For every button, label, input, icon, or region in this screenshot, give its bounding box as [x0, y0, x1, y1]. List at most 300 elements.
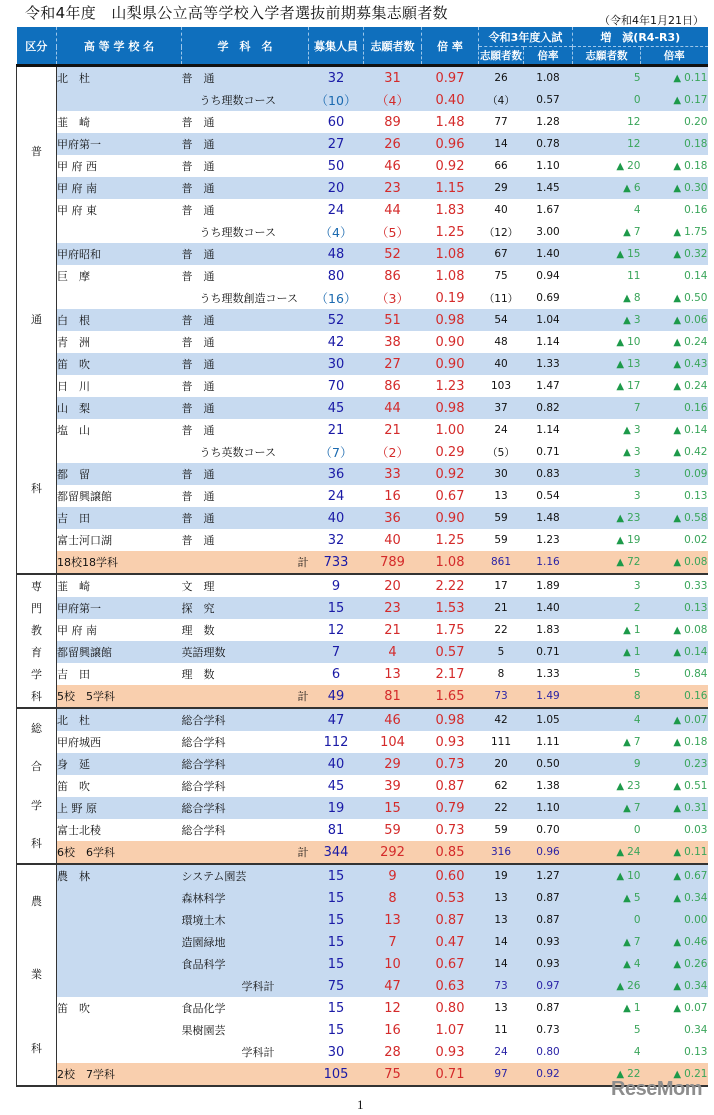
- prev-applicants: 77: [479, 111, 524, 133]
- applicants: 29: [364, 753, 422, 775]
- applicants: 33: [364, 463, 422, 485]
- triangle-decrease-icon: ▲: [623, 315, 631, 326]
- change-ratio-value: 0.14: [684, 424, 708, 436]
- category-char: 門: [31, 601, 42, 615]
- capacity: （4）: [309, 221, 364, 243]
- applicants: 23: [364, 597, 422, 619]
- table-row: [17, 485, 708, 507]
- triangle-decrease-icon: ▲: [623, 447, 631, 458]
- triangle-decrease-icon: ▲: [623, 1003, 631, 1014]
- prev-applicants: 62: [479, 775, 524, 797]
- applicants: 8: [364, 887, 422, 909]
- change-ratio: [641, 731, 708, 753]
- applicants: 36: [364, 507, 422, 529]
- category-char: 科: [31, 689, 42, 703]
- ratio: 1.15: [422, 177, 479, 199]
- header-school: 高 等 学 校 名: [57, 27, 182, 66]
- change-applicants-value: 9: [633, 758, 641, 770]
- ratio: 0.67: [422, 485, 479, 507]
- school-name: 笛 吹: [57, 997, 182, 1019]
- change-applicants-value: 8: [633, 292, 641, 304]
- department-name: 普 通: [182, 66, 309, 90]
- change-applicants-value: 19: [627, 534, 641, 546]
- change-applicants: [573, 66, 641, 90]
- department-name: 総合学科: [182, 753, 309, 775]
- triangle-decrease-icon: ▲: [616, 161, 625, 172]
- department-name: 総合学科: [182, 819, 309, 841]
- ratio: 0.93: [422, 1041, 479, 1063]
- change-applicants-value: 1: [633, 646, 641, 658]
- school-name: 韮 崎: [57, 111, 182, 133]
- change-ratio-value: 0.26: [684, 958, 708, 970]
- change-applicants-value: 0: [633, 824, 641, 836]
- department-name: うち理数創造コース: [182, 287, 309, 309]
- table-row: [17, 574, 708, 597]
- header-prev-ratio: 倍率: [524, 47, 573, 66]
- change-ratio-value: 0.14: [684, 270, 708, 282]
- prev-ratio: 1.67: [524, 199, 573, 221]
- school-name: 農 林: [57, 864, 182, 887]
- school-name: 韮 崎: [57, 574, 182, 597]
- department-name: 総合学科: [182, 708, 309, 731]
- prev-applicants: 14: [479, 931, 524, 953]
- change-ratio-value: 0.06: [684, 314, 708, 326]
- applicants: 27: [364, 353, 422, 375]
- change-ratio: [641, 419, 708, 441]
- prev-applicants: 67: [479, 243, 524, 265]
- capacity: 9: [309, 574, 364, 597]
- change-ratio-value: 0.23: [684, 758, 708, 770]
- applicants: 16: [364, 485, 422, 507]
- triangle-decrease-icon: ▲: [623, 625, 631, 636]
- category-char: 普: [31, 144, 42, 158]
- change-applicants-value: 10: [627, 336, 641, 348]
- table-row: [17, 708, 708, 731]
- ratio: 1.48: [422, 111, 479, 133]
- applicants: 28: [364, 1041, 422, 1063]
- capacity: 48: [309, 243, 364, 265]
- triangle-decrease-icon: ▲: [623, 937, 631, 948]
- capacity: 60: [309, 111, 364, 133]
- total-change-ratio: [641, 841, 708, 864]
- ratio: 0.90: [422, 331, 479, 353]
- change-applicants: [573, 753, 641, 775]
- prev-applicants: 103: [479, 375, 524, 397]
- department-name: 普 通: [182, 111, 309, 133]
- department-name: 果樹園芸: [182, 1019, 309, 1041]
- total-prev-applicants: 316: [479, 841, 524, 864]
- change-ratio: [641, 997, 708, 1019]
- table-row: [17, 331, 708, 353]
- applicants: （5）: [364, 221, 422, 243]
- triangle-decrease-icon: ▲: [673, 557, 682, 568]
- applicants: 86: [364, 375, 422, 397]
- applicants: 104: [364, 731, 422, 753]
- capacity: 50: [309, 155, 364, 177]
- change-ratio: [641, 708, 708, 731]
- header-change: 増 減(R4-R3): [573, 27, 708, 47]
- triangle-decrease-icon: ▲: [623, 227, 631, 238]
- applicants: 21: [364, 419, 422, 441]
- prev-ratio: 1.48: [524, 507, 573, 529]
- prev-ratio: 0.80: [524, 1041, 573, 1063]
- ratio: 0.87: [422, 775, 479, 797]
- applicants-table: [16, 27, 708, 1087]
- triangle-decrease-icon: ▲: [616, 337, 625, 348]
- change-ratio-value: 0.50: [684, 292, 708, 304]
- triangle-decrease-icon: ▲: [616, 513, 625, 524]
- applicants: 23: [364, 177, 422, 199]
- change-ratio: [641, 463, 708, 485]
- ratio: 0.92: [422, 463, 479, 485]
- triangle-decrease-icon: ▲: [673, 781, 682, 792]
- prev-ratio: 0.87: [524, 909, 573, 931]
- department-name: システム園芸: [182, 864, 309, 887]
- change-applicants-value: 1: [633, 624, 641, 636]
- prev-applicants: 13: [479, 909, 524, 931]
- table-header: [17, 27, 708, 66]
- total-capacity: 105: [309, 1063, 364, 1086]
- total-row: [17, 551, 708, 574]
- change-applicants: [573, 1019, 641, 1041]
- total-ratio: 0.85: [422, 841, 479, 864]
- change-ratio: [641, 775, 708, 797]
- change-applicants-value: 17: [627, 380, 641, 392]
- prev-applicants: 17: [479, 574, 524, 597]
- ratio: 0.63: [422, 975, 479, 997]
- prev-applicants: 30: [479, 463, 524, 485]
- triangle-decrease-icon: ▲: [673, 161, 682, 172]
- change-applicants-value: 7: [633, 736, 641, 748]
- ratio: 0.73: [422, 753, 479, 775]
- change-ratio-value: 0.07: [684, 1002, 708, 1014]
- change-applicants-value: 7: [633, 936, 641, 948]
- applicants: 20: [364, 574, 422, 597]
- change-ratio: [641, 1019, 708, 1041]
- category-char: 専: [31, 579, 42, 593]
- applicants: （4）: [364, 89, 422, 111]
- change-applicants-value: 6: [633, 182, 641, 194]
- school-name: [57, 931, 182, 953]
- change-applicants: [573, 931, 641, 953]
- change-ratio-value: 0.31: [684, 802, 708, 814]
- total-prev-applicants: 73: [479, 685, 524, 708]
- ratio: 0.29: [422, 441, 479, 463]
- capacity: 15: [309, 909, 364, 931]
- capacity: 20: [309, 177, 364, 199]
- prev-ratio: 1.27: [524, 864, 573, 887]
- table-row: [17, 619, 708, 641]
- triangle-decrease-icon: ▲: [616, 535, 625, 546]
- total-prev-ratio: 0.92: [524, 1063, 573, 1086]
- category-char: 学: [31, 667, 42, 681]
- prev-ratio: 1.47: [524, 375, 573, 397]
- applicants: 13: [364, 909, 422, 931]
- prev-applicants: 14: [479, 953, 524, 975]
- change-applicants-value: 7: [633, 402, 641, 414]
- capacity: 45: [309, 397, 364, 419]
- page-number: 1: [357, 1097, 364, 1112]
- capacity: 27: [309, 133, 364, 155]
- prev-applicants: 13: [479, 997, 524, 1019]
- change-applicants: [573, 397, 641, 419]
- prev-ratio: 0.71: [524, 641, 573, 663]
- table-row: [17, 419, 708, 441]
- change-ratio: [641, 441, 708, 463]
- change-ratio: [641, 353, 708, 375]
- applicants: 31: [364, 66, 422, 90]
- table-row: [17, 89, 708, 111]
- department-name: 普 通: [182, 243, 309, 265]
- change-applicants-value: 7: [633, 802, 641, 814]
- department-name: 普 通: [182, 485, 309, 507]
- change-applicants-value: 4: [633, 714, 641, 726]
- change-applicants: [573, 619, 641, 641]
- capacity: 75: [309, 975, 364, 997]
- prev-applicants: 20: [479, 753, 524, 775]
- department-name: 理 数: [182, 663, 309, 685]
- prev-ratio: 1.89: [524, 574, 573, 597]
- change-applicants: [573, 1041, 641, 1063]
- applicants: 44: [364, 199, 422, 221]
- department-name: 普 通: [182, 419, 309, 441]
- section-1: [17, 574, 708, 708]
- applicants: 38: [364, 331, 422, 353]
- change-applicants: [573, 155, 641, 177]
- change-ratio-value: 0.58: [684, 512, 708, 524]
- change-ratio-value: 0.16: [684, 204, 708, 216]
- department-name: 普 通: [182, 529, 309, 551]
- total-prev-ratio: 1.49: [524, 685, 573, 708]
- section-2: [17, 708, 708, 864]
- total-ratio: 1.65: [422, 685, 479, 708]
- table-row: [17, 887, 708, 909]
- department-name: 文 理: [182, 574, 309, 597]
- department-name: 探 究: [182, 597, 309, 619]
- change-ratio: [641, 975, 708, 997]
- applicants: 44: [364, 397, 422, 419]
- change-applicants: [573, 221, 641, 243]
- prev-ratio: 1.83: [524, 619, 573, 641]
- resemom-logo: ReseMom: [611, 1078, 702, 1100]
- triangle-decrease-icon: ▲: [623, 737, 631, 748]
- prev-applicants: 40: [479, 353, 524, 375]
- prev-ratio: 0.71: [524, 441, 573, 463]
- total-kei-label: [182, 1063, 309, 1086]
- table-row: [17, 507, 708, 529]
- total-change-ratio-value: 0.16: [684, 690, 708, 702]
- ratio: 0.67: [422, 953, 479, 975]
- change-ratio-value: 0.51: [684, 780, 708, 792]
- triangle-decrease-icon: ▲: [673, 73, 682, 84]
- prev-ratio: 1.05: [524, 708, 573, 731]
- change-ratio-value: 0.32: [684, 248, 708, 260]
- change-applicants: [573, 485, 641, 507]
- prev-ratio: 1.23: [524, 529, 573, 551]
- triangle-decrease-icon: ▲: [623, 893, 631, 904]
- category-char: 業: [31, 968, 42, 982]
- prev-applicants: 14: [479, 133, 524, 155]
- capacity: 24: [309, 485, 364, 507]
- school-name: 青 洲: [57, 331, 182, 353]
- capacity: （10）: [309, 89, 364, 111]
- prev-ratio: 1.45: [524, 177, 573, 199]
- ratio: 0.73: [422, 819, 479, 841]
- department-name: うち理数コース: [182, 221, 309, 243]
- change-ratio: [641, 155, 708, 177]
- prev-ratio: 0.78: [524, 133, 573, 155]
- change-ratio: [641, 619, 708, 641]
- total-change-applicants-value: 8: [633, 690, 641, 702]
- total-prev-ratio: 0.96: [524, 841, 573, 864]
- prev-ratio: 1.28: [524, 111, 573, 133]
- total-change-applicants: [573, 685, 641, 708]
- ratio: 0.19: [422, 287, 479, 309]
- change-applicants: [573, 265, 641, 287]
- change-ratio: [641, 663, 708, 685]
- table-row: [17, 953, 708, 975]
- change-ratio: [641, 287, 708, 309]
- ratio: 1.75: [422, 619, 479, 641]
- capacity: 12: [309, 619, 364, 641]
- department-name: 総合学科: [182, 797, 309, 819]
- triangle-decrease-icon: ▲: [673, 647, 682, 658]
- capacity: 15: [309, 931, 364, 953]
- prev-applicants: 19: [479, 864, 524, 887]
- table-row: [17, 199, 708, 221]
- applicants: 46: [364, 708, 422, 731]
- prev-applicants: 24: [479, 419, 524, 441]
- ratio: 1.08: [422, 243, 479, 265]
- ratio: 0.97: [422, 66, 479, 90]
- department-name: 総合学科: [182, 731, 309, 753]
- change-ratio-value: 0.84: [684, 668, 708, 680]
- prev-applicants: 59: [479, 819, 524, 841]
- total-change-ratio-value: 0.21: [684, 1068, 708, 1080]
- ratio: 0.79: [422, 797, 479, 819]
- school-name: 身 延: [57, 753, 182, 775]
- change-applicants: [573, 243, 641, 265]
- triangle-decrease-icon: ▲: [673, 447, 682, 458]
- change-ratio: [641, 507, 708, 529]
- category-char: 学: [31, 798, 42, 812]
- capacity: 21: [309, 419, 364, 441]
- total-change-ratio: [641, 551, 708, 574]
- prev-applicants: 11: [479, 1019, 524, 1041]
- category-char: 農: [31, 895, 42, 909]
- change-ratio: [641, 574, 708, 597]
- prev-ratio: 1.08: [524, 66, 573, 90]
- school-name: 甲 府 西: [57, 155, 182, 177]
- department-name: 普 通: [182, 265, 309, 287]
- total-change-applicants-value: 24: [627, 846, 641, 858]
- change-ratio: [641, 89, 708, 111]
- prev-applicants: 54: [479, 309, 524, 331]
- prev-ratio: 1.10: [524, 155, 573, 177]
- header-change-ratio: 倍率: [641, 47, 708, 66]
- change-ratio-value: 0.13: [684, 602, 708, 614]
- school-name: [57, 287, 182, 309]
- prev-applicants: 22: [479, 797, 524, 819]
- school-name: [57, 887, 182, 909]
- prev-applicants: 66: [479, 155, 524, 177]
- department-name: 普 通: [182, 177, 309, 199]
- total-row: [17, 685, 708, 708]
- change-ratio: [641, 1041, 708, 1063]
- prev-ratio: 1.40: [524, 597, 573, 619]
- category-char: 科: [31, 482, 42, 496]
- change-applicants: [573, 419, 641, 441]
- ratio: 1.25: [422, 221, 479, 243]
- school-name: 吉 田: [57, 507, 182, 529]
- change-applicants: [573, 177, 641, 199]
- school-name: 甲府第一: [57, 597, 182, 619]
- change-ratio: [641, 243, 708, 265]
- prev-applicants: 73: [479, 975, 524, 997]
- change-applicants: [573, 133, 641, 155]
- applicants: 86: [364, 265, 422, 287]
- department-name: うち理数コース: [182, 89, 309, 111]
- triangle-decrease-icon: ▲: [673, 183, 682, 194]
- prev-ratio: 1.33: [524, 663, 573, 685]
- table-row: [17, 1041, 708, 1063]
- triangle-decrease-icon: ▲: [623, 959, 631, 970]
- category-char: 科: [31, 1041, 42, 1055]
- ratio: 2.22: [422, 574, 479, 597]
- change-applicants: [573, 529, 641, 551]
- change-applicants-value: 13: [627, 358, 641, 370]
- change-applicants-value: 1: [633, 1002, 641, 1014]
- category-char: 合: [31, 760, 42, 774]
- total-change-ratio-value: 0.08: [684, 556, 708, 568]
- school-name: [57, 953, 182, 975]
- triangle-decrease-icon: ▲: [673, 1069, 682, 1080]
- change-applicants: [573, 309, 641, 331]
- prev-ratio: 0.87: [524, 887, 573, 909]
- ratio: 0.40: [422, 89, 479, 111]
- total-kei-label: 計: [182, 551, 309, 574]
- change-applicants-value: 12: [627, 138, 641, 150]
- triangle-decrease-icon: ▲: [673, 625, 682, 636]
- prev-ratio: 0.50: [524, 753, 573, 775]
- total-capacity: 733: [309, 551, 364, 574]
- change-ratio-value: 0.34: [684, 980, 708, 992]
- change-applicants-value: 23: [627, 780, 641, 792]
- triangle-decrease-icon: ▲: [673, 847, 682, 858]
- triangle-decrease-icon: ▲: [673, 227, 682, 238]
- capacity: 24: [309, 199, 364, 221]
- total-change-ratio: [641, 685, 708, 708]
- table-row: [17, 529, 708, 551]
- applicants: 51: [364, 309, 422, 331]
- capacity: 112: [309, 731, 364, 753]
- capacity: 15: [309, 887, 364, 909]
- total-prev-applicants: 97: [479, 1063, 524, 1086]
- change-ratio: [641, 529, 708, 551]
- category-char: 科: [31, 837, 42, 851]
- capacity: 45: [309, 775, 364, 797]
- triangle-decrease-icon: ▲: [616, 847, 625, 858]
- change-applicants-value: 7: [633, 226, 641, 238]
- change-applicants-value: 3: [633, 314, 641, 326]
- prev-applicants: 21: [479, 597, 524, 619]
- triangle-decrease-icon: ▲: [616, 381, 625, 392]
- table-row: [17, 864, 708, 887]
- prev-ratio: 1.11: [524, 731, 573, 753]
- department-name: 普 通: [182, 155, 309, 177]
- prev-ratio: 0.57: [524, 89, 573, 111]
- change-applicants-value: 3: [633, 468, 641, 480]
